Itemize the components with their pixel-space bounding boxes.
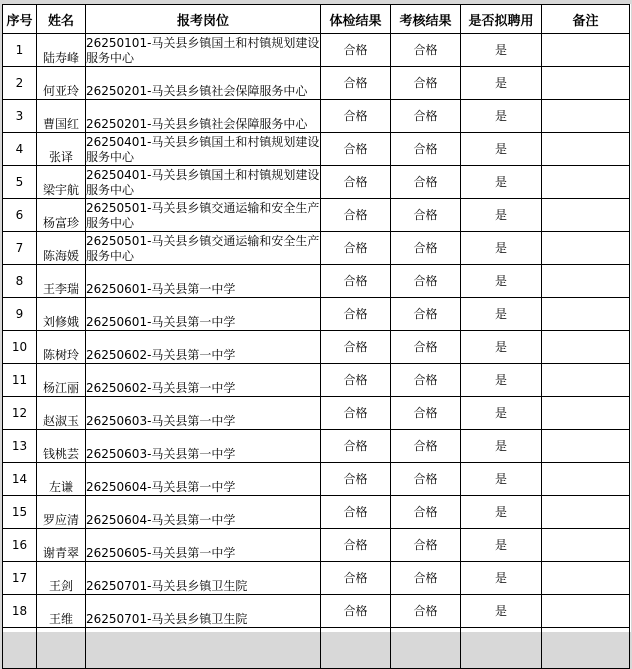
cell-name: 杨江丽 <box>37 364 86 397</box>
cell-remark <box>542 463 630 496</box>
cell-hire: 是 <box>461 595 542 628</box>
cell-position: 26250401-马关县乡镇国土和村镇规划建设服务中心 <box>86 166 321 199</box>
cell-position: 26250401-马关县乡镇国土和村镇规划建设服务中心 <box>86 133 321 166</box>
cell-no: 18 <box>3 595 37 628</box>
table-row <box>3 298 630 331</box>
cell-position: 26250601-马关县第一中学 <box>86 265 321 298</box>
cell-name: 王李瑞 <box>37 265 86 298</box>
cell-physical-result <box>321 628 391 669</box>
table-row <box>3 100 630 133</box>
cell-no: 9 <box>3 298 37 331</box>
cell-no: 17 <box>3 562 37 595</box>
cell-physical-result: 合格 <box>321 67 391 100</box>
cell-hire: 是 <box>461 298 542 331</box>
cell-position: 26250604-马关县第一中学 <box>86 496 321 529</box>
partial-row <box>3 628 630 669</box>
cell-hire: 是 <box>461 463 542 496</box>
cell-physical-result: 合格 <box>321 595 391 628</box>
cell-hire: 是 <box>461 34 542 67</box>
cell-no: 14 <box>3 463 37 496</box>
cell-physical-result: 合格 <box>321 199 391 232</box>
cell-name: 谢青翠 <box>37 529 86 562</box>
table-row <box>3 166 630 199</box>
cell-hire <box>461 628 542 669</box>
cell-no: 2 <box>3 67 37 100</box>
cell-position: 26250201-马关县乡镇社会保障服务中心 <box>86 67 321 100</box>
cell-position: 26250501-马关县乡镇交通运输和安全生产服务中心 <box>86 199 321 232</box>
cell-physical-result: 合格 <box>321 562 391 595</box>
table-row <box>3 331 630 364</box>
cell-physical-result: 合格 <box>321 166 391 199</box>
cell-review-result <box>391 628 461 669</box>
header-cell-review: 考核结果 <box>391 5 461 34</box>
cell-review-result: 合格 <box>391 232 461 265</box>
cell-name: 赵淑玉 <box>37 397 86 430</box>
cell-remark <box>542 496 630 529</box>
cell-hire: 是 <box>461 166 542 199</box>
table-body <box>3 34 630 669</box>
cell-name: 张译 <box>37 133 86 166</box>
cell-physical-result: 合格 <box>321 34 391 67</box>
cell-hire: 是 <box>461 529 542 562</box>
cell-hire: 是 <box>461 265 542 298</box>
cell-position: 26250601-马关县第一中学 <box>86 298 321 331</box>
cell-position: 26250605-马关县第一中学 <box>86 529 321 562</box>
cell-review-result: 合格 <box>391 595 461 628</box>
cell-remark <box>542 199 630 232</box>
table-row <box>3 67 630 100</box>
cell-position: 26250602-马关县第一中学 <box>86 364 321 397</box>
cell-remark <box>542 331 630 364</box>
cell-review-result: 合格 <box>391 100 461 133</box>
cell-name: 何亚玲 <box>37 67 86 100</box>
header-cell-physical: 体检结果 <box>321 5 391 34</box>
cell-no: 11 <box>3 364 37 397</box>
cell-no: 6 <box>3 199 37 232</box>
cell-physical-result: 合格 <box>321 265 391 298</box>
cell-hire: 是 <box>461 562 542 595</box>
cell-physical-result: 合格 <box>321 397 391 430</box>
table-row <box>3 430 630 463</box>
cell-name: 刘修娥 <box>37 298 86 331</box>
cell-hire: 是 <box>461 100 542 133</box>
cell-remark <box>542 529 630 562</box>
cell-position: 26250603-马关县第一中学 <box>86 397 321 430</box>
cell-no: 5 <box>3 166 37 199</box>
table-row <box>3 133 630 166</box>
cell-review-result: 合格 <box>391 331 461 364</box>
header-row <box>3 5 630 34</box>
cell-name: 钱桃芸 <box>37 430 86 463</box>
cell-review-result: 合格 <box>391 529 461 562</box>
cell-position: 26250701-马关县乡镇卫生院 <box>86 595 321 628</box>
cell-name: 梁宇航 <box>37 166 86 199</box>
cell-remark <box>542 364 630 397</box>
header-cell-no: 序号 <box>3 5 37 34</box>
cell-review-result: 合格 <box>391 562 461 595</box>
table-row <box>3 595 630 628</box>
table-header <box>3 5 630 34</box>
cell-review-result: 合格 <box>391 133 461 166</box>
cell-hire: 是 <box>461 331 542 364</box>
cell-position: 26250501-马关县乡镇交通运输和安全生产服务中心 <box>86 232 321 265</box>
cell-remark <box>542 34 630 67</box>
cell-review-result: 合格 <box>391 34 461 67</box>
cell-physical-result: 合格 <box>321 298 391 331</box>
cell-review-result: 合格 <box>391 166 461 199</box>
cell-review-result: 合格 <box>391 199 461 232</box>
table-row <box>3 232 630 265</box>
cell-remark <box>542 628 630 669</box>
cell-hire: 是 <box>461 496 542 529</box>
cell-name: 杨富珍 <box>37 199 86 232</box>
cell-remark <box>542 67 630 100</box>
table-row <box>3 364 630 397</box>
cell-remark <box>542 265 630 298</box>
cell-remark <box>542 562 630 595</box>
cell-position: 26250604-马关县第一中学 <box>86 463 321 496</box>
table-row <box>3 463 630 496</box>
cell-review-result: 合格 <box>391 298 461 331</box>
cell-no: 12 <box>3 397 37 430</box>
cell-name: 陆寿峰 <box>37 34 86 67</box>
cell-hire: 是 <box>461 67 542 100</box>
cell-name: 左谦 <box>37 463 86 496</box>
document-sheet <box>2 4 631 632</box>
cell-physical-result: 合格 <box>321 529 391 562</box>
cell-review-result: 合格 <box>391 364 461 397</box>
cell-physical-result: 合格 <box>321 430 391 463</box>
table-row <box>3 265 630 298</box>
cell-no: 4 <box>3 133 37 166</box>
cell-name: 陈海媛 <box>37 232 86 265</box>
cell-hire: 是 <box>461 364 542 397</box>
cell-physical-result: 合格 <box>321 133 391 166</box>
cell-position: 26250603-马关县第一中学 <box>86 430 321 463</box>
cell-name: 陈树玲 <box>37 331 86 364</box>
cell-name: 王剑 <box>37 562 86 595</box>
cell-position: 26250602-马关县第一中学 <box>86 331 321 364</box>
cell-hire: 是 <box>461 232 542 265</box>
cell-review-result: 合格 <box>391 397 461 430</box>
cell-hire: 是 <box>461 430 542 463</box>
cell-hire: 是 <box>461 133 542 166</box>
table-row <box>3 397 630 430</box>
cell-no: 1 <box>3 34 37 67</box>
cell-no <box>3 628 37 669</box>
cell-name: 王维 <box>37 595 86 628</box>
cell-hire: 是 <box>461 199 542 232</box>
cell-no: 15 <box>3 496 37 529</box>
cell-physical-result: 合格 <box>321 463 391 496</box>
cell-hire: 是 <box>461 397 542 430</box>
cell-name: 曹国红 <box>37 100 86 133</box>
cell-review-result: 合格 <box>391 265 461 298</box>
header-cell-position: 报考岗位 <box>86 5 321 34</box>
cell-position: 26250701-马关县乡镇卫生院 <box>86 562 321 595</box>
cell-remark <box>542 298 630 331</box>
cell-review-result: 合格 <box>391 496 461 529</box>
cell-review-result: 合格 <box>391 430 461 463</box>
header-cell-remark: 备注 <box>542 5 630 34</box>
table-row <box>3 529 630 562</box>
cell-physical-result: 合格 <box>321 331 391 364</box>
cell-remark <box>542 595 630 628</box>
cell-remark <box>542 430 630 463</box>
header-cell-hire: 是否拟聘用 <box>461 5 542 34</box>
cell-position <box>86 628 321 669</box>
recruitment-results-table <box>2 4 630 669</box>
cell-physical-result: 合格 <box>321 496 391 529</box>
cell-physical-result: 合格 <box>321 100 391 133</box>
cell-no: 7 <box>3 232 37 265</box>
cell-no: 3 <box>3 100 37 133</box>
cell-review-result: 合格 <box>391 67 461 100</box>
cell-remark <box>542 397 630 430</box>
cell-position: 26250101-马关县乡镇国土和村镇规划建设服务中心 <box>86 34 321 67</box>
cell-physical-result: 合格 <box>321 232 391 265</box>
cell-no: 16 <box>3 529 37 562</box>
cell-remark <box>542 232 630 265</box>
cell-physical-result: 合格 <box>321 364 391 397</box>
cell-remark <box>542 133 630 166</box>
cell-remark <box>542 100 630 133</box>
cell-no: 13 <box>3 430 37 463</box>
cell-no: 8 <box>3 265 37 298</box>
cell-name: 罗应清 <box>37 496 86 529</box>
cell-review-result: 合格 <box>391 463 461 496</box>
table-row <box>3 496 630 529</box>
cell-no: 10 <box>3 331 37 364</box>
header-cell-name: 姓名 <box>37 5 86 34</box>
cell-remark <box>542 166 630 199</box>
table-row <box>3 562 630 595</box>
cell-position: 26250201-马关县乡镇社会保障服务中心 <box>86 100 321 133</box>
cell-name <box>37 628 86 669</box>
table-row <box>3 199 630 232</box>
table-row <box>3 34 630 67</box>
